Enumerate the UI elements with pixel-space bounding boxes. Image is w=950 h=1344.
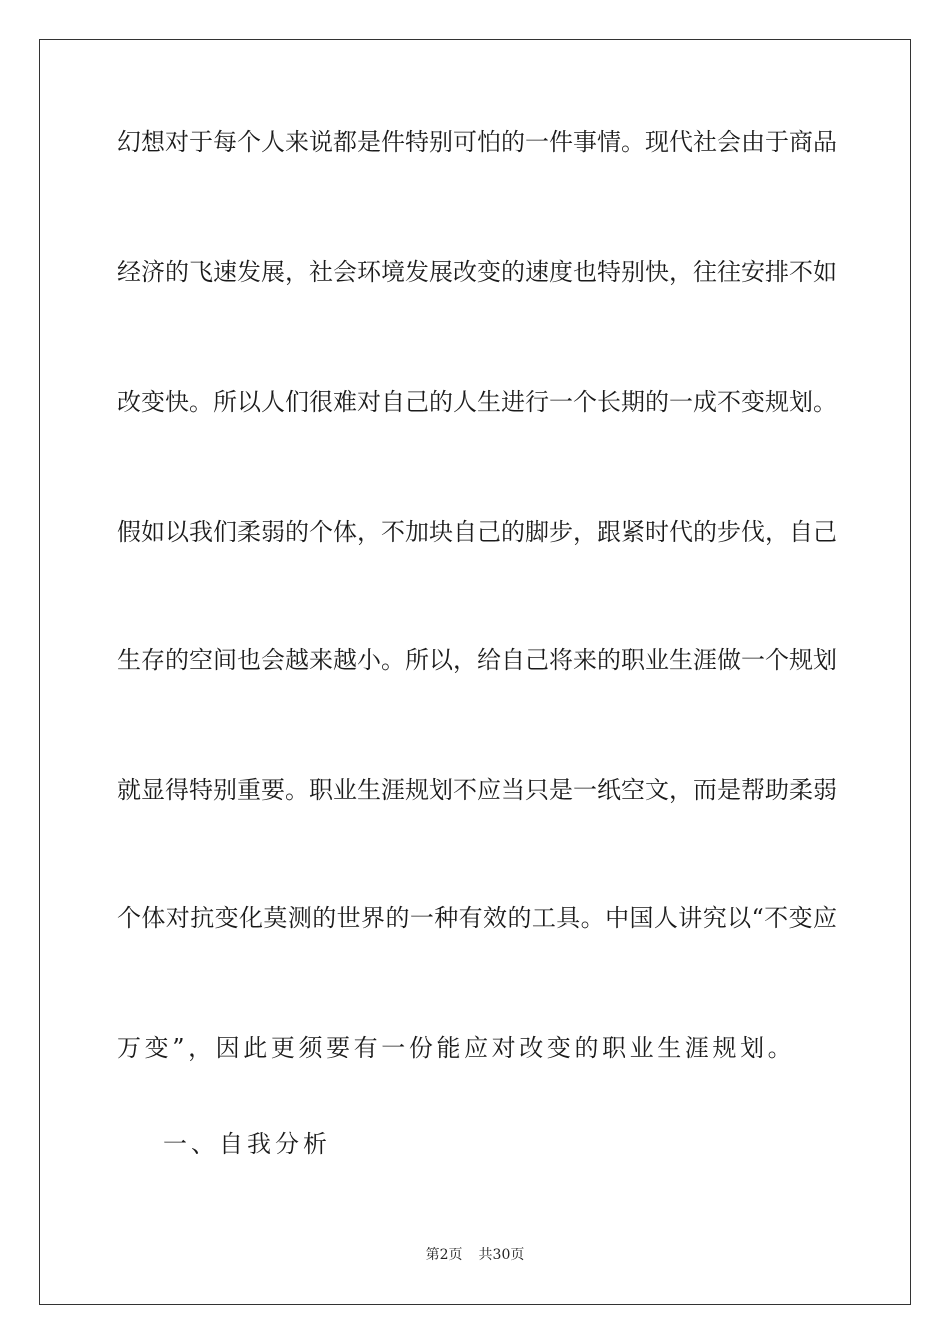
paragraph-line: 万变”，因此更须要有一份能应对改变的职业生涯规划。 bbox=[117, 1034, 796, 1062]
paragraph-line: 改变快。所以人们很难对自己的人生进行一个长期的一成不变规划。 bbox=[117, 388, 837, 416]
paragraph-line: 幻想对于每个人来说都是件特别可怕的一件事情。现代社会由于商品 bbox=[117, 128, 837, 156]
page-total: 共30页 bbox=[478, 1247, 525, 1263]
section-heading: 一、自我分析 bbox=[163, 1130, 331, 1158]
page-number: 第2页 bbox=[425, 1247, 463, 1263]
paragraph-line: 经济的飞速发展，社会环境发展改变的速度也特别快，往往安排不如 bbox=[117, 258, 837, 286]
page-footer bbox=[0, 1245, 950, 1265]
paragraph-line: 个体对抗变化莫测的世界的一种有效的工具。中国人讲究以“不变应 bbox=[117, 904, 837, 932]
paragraph-line: 就显得特别重要。职业生涯规划不应当只是一纸空文，而是帮助柔弱 bbox=[117, 776, 837, 804]
paragraph-line: 生存的空间也会越来越小。所以，给自己将来的职业生涯做一个规划 bbox=[117, 646, 837, 674]
paragraph-line: 假如以我们柔弱的个体，不加块自己的脚步，跟紧时代的步伐，自己 bbox=[117, 518, 837, 546]
